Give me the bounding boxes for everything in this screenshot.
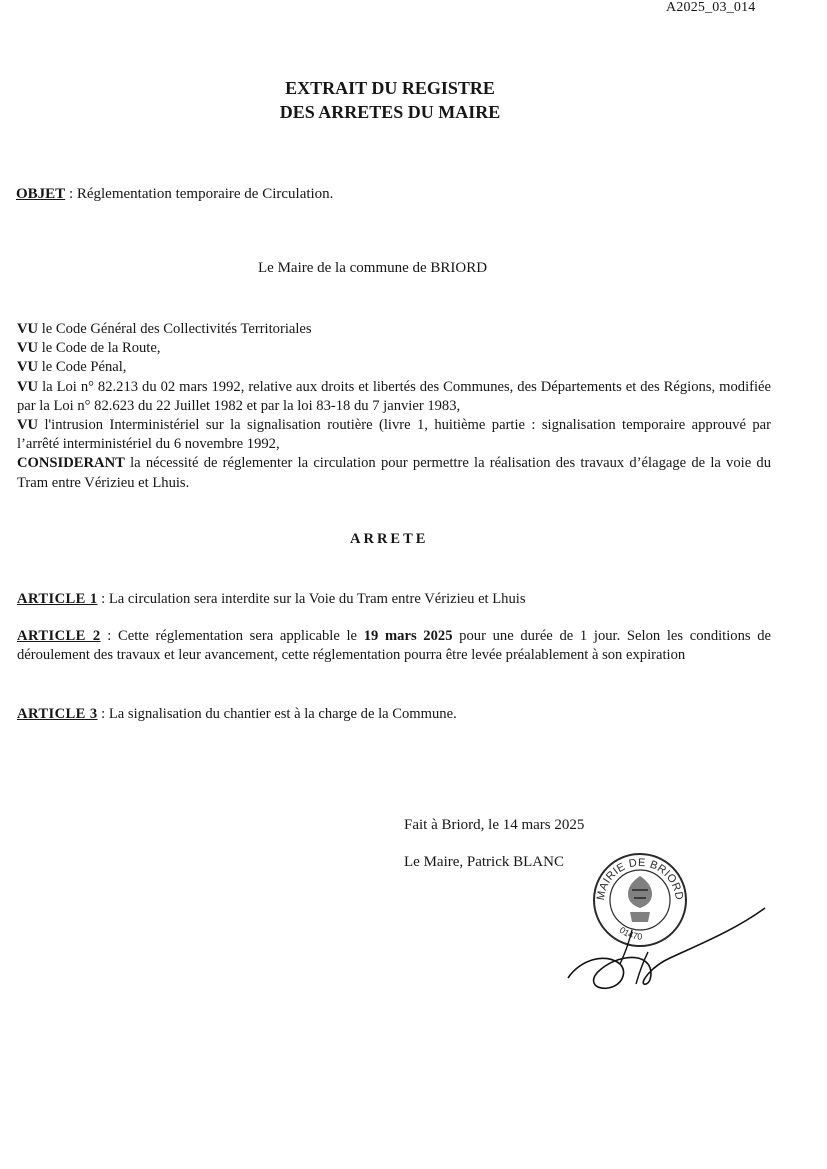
visa-text: le Code de la Route, xyxy=(38,340,161,357)
document-title-line-1: EXTRAIT DU REGISTRE xyxy=(285,78,495,98)
document-title-line-2: DES ARRETES DU MAIRE xyxy=(279,102,501,122)
objet-text: : Réglementation temporaire de Circulation. xyxy=(65,186,334,202)
arrete-heading: ARRETE xyxy=(350,531,429,547)
article-label: ARTICLE 1 xyxy=(17,591,98,607)
article-text: : La circulation sera interdite sur la Voie du Tram entre Vérizieu et Lhuis xyxy=(97,591,526,607)
stamp-text-top: MAIRIE DE BRIORD xyxy=(594,856,686,902)
considerant-keyword: CONSIDERANT xyxy=(17,455,125,472)
visa-item xyxy=(17,416,771,454)
stamp-text-bottom: 01470 xyxy=(617,924,643,942)
article-text-continued: pour une durée de 1 jour. Selon les conditions de déroulement des travaux et leur avancement, cette réglementation pourra être levée préalablement à son expiration xyxy=(17,628,772,663)
visa-keyword: VU xyxy=(17,417,39,434)
objet-line xyxy=(16,186,333,203)
visa-keyword: VU xyxy=(17,359,39,376)
visa-keyword: VU xyxy=(17,321,39,337)
document-reference: A2025_03_014 xyxy=(666,0,756,15)
article-date-highlight: 19 mars 2025 xyxy=(363,628,453,644)
mayor-signature xyxy=(560,900,770,1000)
maire-intro: Le Maire de la commune de BRIORD xyxy=(258,260,488,276)
visa-item xyxy=(17,358,771,377)
signatory-line: Le Maire, Patrick BLANC xyxy=(404,854,564,870)
visa-keyword: VU xyxy=(17,378,39,395)
article-label: ARTICLE 3 xyxy=(17,706,98,722)
article-text: : Cette réglementation sera applicable le xyxy=(100,628,364,644)
visa-text: l'intrusion Interministériel sur la signalisation routière (livre 1, huitième partie : signalisation temporaire approuvé par l’arrêté interministériel du 6 novembre 1992, xyxy=(17,417,771,453)
article-text: : La signalisation du chantier est à la charge de la Commune. xyxy=(97,706,457,722)
considerant-text: la nécessité de réglementer la circulation pour permettre la réalisation des travaux d’élagage de la voie du Tram entre Vérizieu et Lhuis. xyxy=(17,455,771,491)
article-label: ARTICLE 2 xyxy=(17,628,101,644)
visas-section xyxy=(17,320,771,493)
article-2 xyxy=(17,627,771,665)
visa-item xyxy=(17,339,771,358)
article-3 xyxy=(17,705,771,724)
visa-keyword: VU xyxy=(17,340,39,357)
visa-item xyxy=(17,320,771,339)
visa-text: la Loi n° 82.213 du 02 mars 1992, relative aux droits et libertés des Communes, des Départements et des Régions, modifiée par la Loi n° 82.623 du 22 Juillet 1982 et par la loi 83-18 du 7 janvier 1983, xyxy=(17,378,771,414)
visa-item xyxy=(17,378,771,416)
visa-text: le Code Général des Collectivités Territoriales xyxy=(38,321,312,337)
article-1 xyxy=(17,590,771,609)
visa-text: le Code Pénal, xyxy=(38,359,127,376)
place-date-line: Fait à Briord, le 14 mars 2025 xyxy=(404,817,585,833)
objet-label: OBJET xyxy=(16,186,66,202)
considerant-item xyxy=(17,454,771,492)
